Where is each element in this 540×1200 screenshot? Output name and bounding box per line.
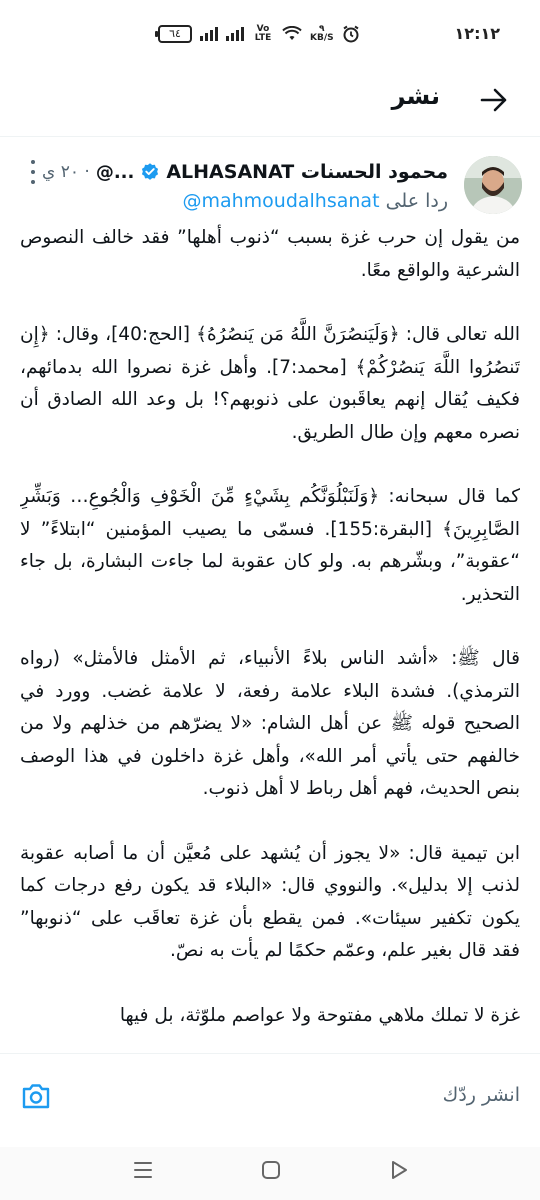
home-button[interactable] — [260, 1159, 282, 1181]
tweet-author-row — [18, 158, 448, 186]
alarm-icon — [342, 25, 360, 43]
tweet-time: · ٢٠ ي — [42, 162, 90, 182]
volte-icon: Vo LTE — [254, 24, 272, 43]
signal-icon-2 — [226, 27, 244, 41]
status-bar — [0, 0, 540, 68]
wifi-icon — [282, 26, 302, 42]
data-speed — [310, 25, 334, 43]
camera-icon — [20, 1080, 52, 1112]
status-icons — [158, 22, 360, 46]
author-handle[interactable]: @... — [95, 161, 135, 183]
app-header — [0, 68, 540, 137]
recent-apps-icon — [132, 1159, 154, 1181]
tweet-text — [20, 222, 520, 1053]
home-icon — [260, 1159, 282, 1181]
status-time: ١٢:١٢ — [454, 24, 500, 43]
recent-apps-button[interactable] — [132, 1159, 154, 1181]
battery-icon — [158, 25, 192, 43]
nav-back-button[interactable] — [388, 1159, 410, 1181]
avatar[interactable] — [464, 156, 522, 214]
more-vertical-icon — [31, 160, 35, 164]
data-speed-value: ٩ — [319, 24, 325, 34]
reply-mention-link[interactable]: @mahmoudalhsanat — [182, 190, 380, 212]
back-button[interactable] — [476, 82, 512, 118]
reply-context — [182, 190, 448, 212]
tweet-time-value: ٢٠ ي — [42, 162, 80, 182]
page-title: نشر — [391, 82, 440, 110]
more-options-button[interactable] — [26, 160, 40, 184]
tweet-paragraph: قال ﷺ: «أشد الناس بلاءً الأنبياء، ثم الأمثل فالأمثل» (رواه الترمذي). فشدة البلاء علامة رفعة، لا علامة غضب. وورد في الصحيح قوله ﷺ عن أهل الشام: «لا يضرّهم من خذلهم ولا من خالفهم حتى يأتي أمر الله»، وأهل غزة داخلون في هذا الوصف بنص الحديث، فهم أهل رباط لا أهل ذنوب. — [20, 648, 520, 799]
arrow-right-icon — [480, 88, 508, 112]
nav-back-icon — [388, 1159, 410, 1181]
data-speed-unit: KB/S — [310, 33, 334, 43]
tweet-paragraph: غزة لا تملك ملاهي مفتوحة ولا عواصم ملوّثة، بل فيها — [119, 1004, 520, 1026]
tweet-paragraph: كما قال سبحانه: ﴿وَلَنَبْلُوَنَّكُم بِشَيْءٍ مِّنَ الْخَوْفِ وَالْجُوعِ… وَبَشِّرِ الصَّابِرِينَ﴾ [البقرة:155]. فسمّى ما يصيب المؤمنين “ابتلاءً” لا “عقوبة”، وبشّرهم به. ولو كان عقوبة لما جاءت البشارة، بل جاء التحذير. — [20, 486, 520, 605]
signal-icon-1 — [200, 27, 218, 41]
system-nav-bar — [0, 1147, 540, 1200]
reply-label: ردا على — [385, 190, 448, 212]
tweet-paragraph: ابن تيمية قال: «لا يجوز أن يُشهد على مُعيَّن أن ما أصابه عقوبة لذنب إلا بدليل». والنووي قال: «البلاء قد يكون رفع درجات كما يكون تكفير سيئات». فمن يقطع بأن غزة تعاقَب على “ذنوبها” فقد قال بغير علم، وعمّم حكمًا لم يأت به نصّ. — [20, 842, 520, 961]
reply-composer — [0, 1053, 540, 1148]
camera-button[interactable] — [20, 1080, 52, 1112]
verified-badge-icon — [140, 162, 160, 182]
author-name[interactable]: محمود الحسنات ALHASANAT — [166, 161, 448, 183]
avatar-image — [464, 156, 522, 214]
reply-input[interactable]: انشر ردّك — [442, 1084, 520, 1106]
battery-level: ٦٤ — [169, 27, 181, 40]
tweet-paragraph: من يقول إن حرب غزة بسبب “ذنوب أهلها” فقد خالف النصوص الشرعية والواقع معًا. — [20, 227, 520, 281]
tweet-paragraph: الله تعالى قال: ﴿وَلَيَنصُرَنَّ اللَّهُ مَن يَنصُرُهُ﴾ [الحج:40]، وقال: ﴿إِن تَنصُرُوا اللَّهَ يَنصُرْكُمْ﴾ [محمد:7]. وأهل غزة نصروا الله بدمائهم، فكيف يُقال إنهم يعاقَبون على ذنوبهم؟! بل وعد الله الصادق أن نصره معهم وإن طال الطريق. — [20, 324, 520, 443]
